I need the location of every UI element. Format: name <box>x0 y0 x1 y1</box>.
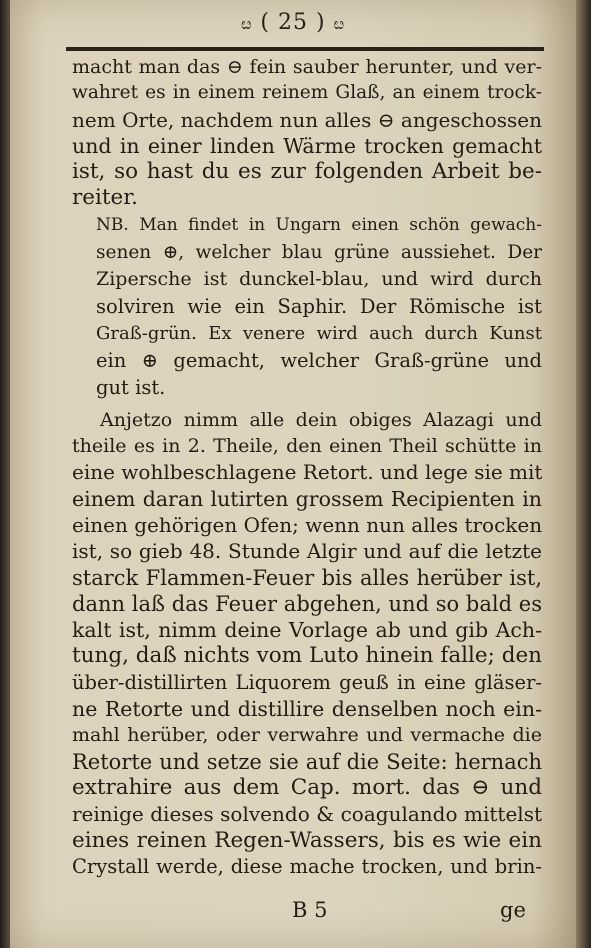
text-line: und in einer linden Wärme trocken gemacht <box>72 133 542 158</box>
text-line: starck Flammen-Feuer bis alles herüber ist, <box>72 565 542 590</box>
note-line: gut ist. <box>96 375 166 399</box>
note-line: Zipersche ist dunckel-blau, und wird durch <box>96 267 542 290</box>
page-footer <box>10 898 576 928</box>
text-line: dann laß das Feuer abgehen, und so bald es <box>72 591 542 616</box>
text-line: reinige dieses solvendo & coagulando mittelst <box>72 802 542 827</box>
nb-note <box>72 212 542 401</box>
note-line: Graß-grün. Ex venere wird auch durch Kunst <box>96 322 542 344</box>
text-line: ist, so gieb 48. Stunde Algir und auf die letzte <box>72 539 542 564</box>
page-body <box>72 54 542 880</box>
text-line: reiter. <box>72 185 138 211</box>
book-gutter <box>0 0 10 948</box>
header-ornament-right: ೞ <box>333 14 346 33</box>
page-header <box>10 10 576 35</box>
text-line: ist, so hast du es zur folgenden Arbeit be- <box>72 159 542 185</box>
signature-mark: B 5 <box>292 898 328 922</box>
text-line: tung, daß nichts vom Luto hinein falle; den <box>72 643 543 669</box>
paragraph-1 <box>72 54 542 212</box>
catchword: ge <box>500 898 526 922</box>
page-edge <box>576 0 591 948</box>
book-page <box>10 0 576 948</box>
page-number: ( 25 ) <box>260 10 326 35</box>
text-line: einem daran lutirten grossem Recipienten in <box>72 486 542 511</box>
text-line: eine wohlbeschlagene Retort. und lege sie mit <box>72 460 543 485</box>
header-ornament-left: ೞ <box>240 14 253 33</box>
text-line: nem Orte, nachdem nun alles ⊖ angeschossen <box>72 107 542 132</box>
paragraph-2 <box>72 407 542 880</box>
text-line: wahret es in einem reinem Glaß, an einem trock- <box>72 82 542 104</box>
text-line: mahl herüber, oder verwahre und vermache die <box>72 724 542 747</box>
note-line: solviren wie ein Saphir. Der Römische ist <box>96 294 542 318</box>
text-line: über-distillirten Liquorem geuß in eine gläser- <box>72 670 542 694</box>
note-line: NB. Man findet in Ungarn einen schön gewach- <box>96 214 542 235</box>
note-line: ein ⊕ gemacht, welcher Graß-grüne und <box>96 348 542 372</box>
text-line: kalt ist, nimm deine Vorlage ab und gib Ach- <box>72 618 542 643</box>
text-line: theile es in 2. Theile, den einen Theil schütte in <box>72 435 542 458</box>
header-rule <box>66 47 544 51</box>
text-line: macht man das ⊖ fein sauber herunter, und ver- <box>72 56 542 78</box>
text-line: ne Retorte und distillire denselben noch ein- <box>72 697 542 722</box>
text-line: eines reinen Regen-Wassers, bis es wie ein <box>72 827 542 853</box>
text-line: Anjetzo nimm alle dein obiges Alazagi und <box>100 408 542 431</box>
text-line: Crystall werde, diese mache trocken, und brin- <box>72 854 542 878</box>
text-line: Retorte und setze sie auf die Seite: hernach <box>72 749 542 774</box>
text-line: extrahire aus dem Cap. mort. das ⊖ und <box>72 774 542 800</box>
note-line: senen ⊕, welcher blau grüne aussiehet. Der <box>96 241 542 263</box>
text-line: einen gehörigen Ofen; wenn nun alles trocken <box>72 512 543 537</box>
